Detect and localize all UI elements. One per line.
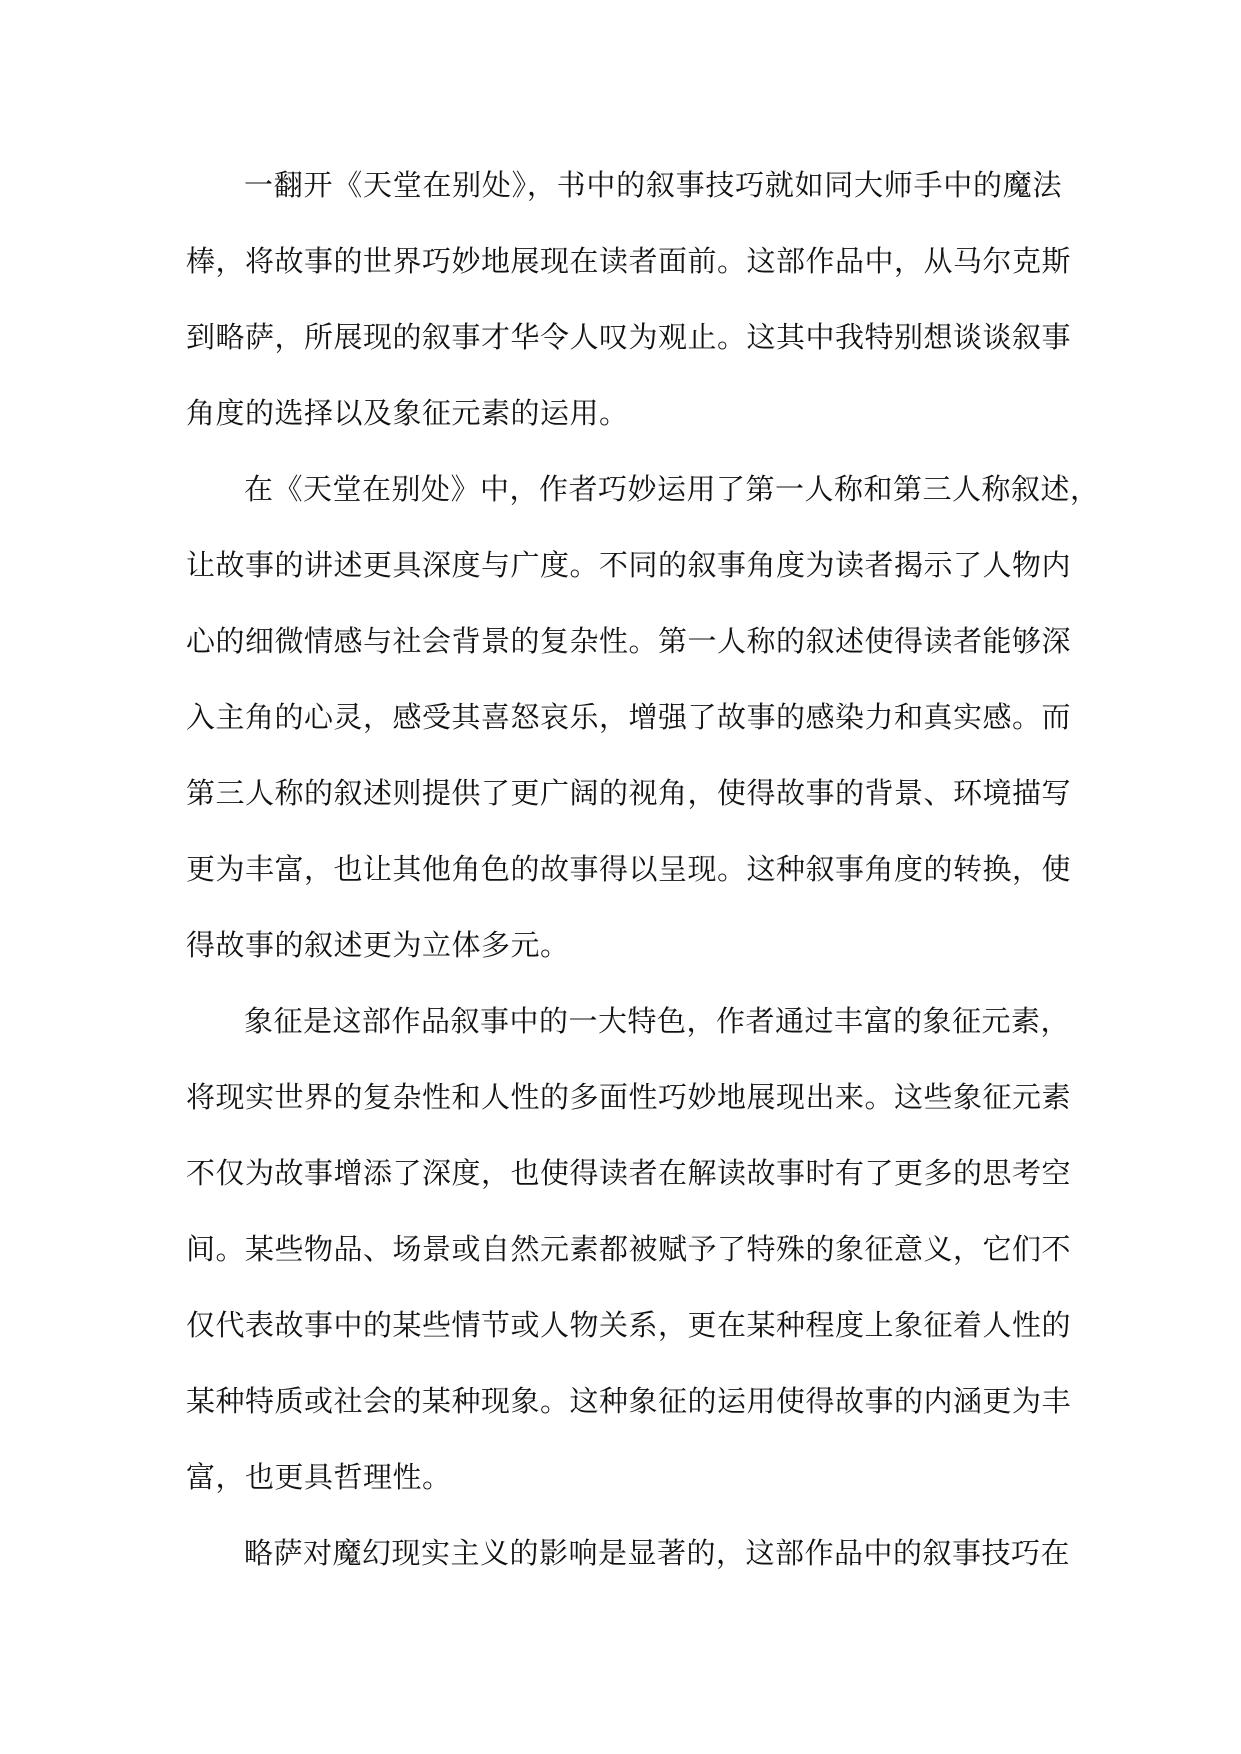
text-line: 在《天堂在别处》中，作者巧妙运用了第一人称和第三人称叙述， [244,472,1100,506]
body-text [186,147,1100,1591]
text-line: 将现实世界的复杂性和人性的多面性巧妙地展现出来。这些象征元素 [186,1080,1072,1114]
paragraph-4 [186,1515,1071,1591]
text-line: 更为丰富，也让其他角色的故事得以呈现。这种叙事角度的转换，使 [186,852,1072,886]
text-line: 某种特质或社会的某种现象。这种象征的运用使得故事的内涵更为丰 [186,1384,1072,1418]
text-line: 心的细微情感与社会背景的复杂性。第一人称的叙述使得读者能够深 [186,624,1072,658]
text-line: 入主角的心灵，感受其喜怒哀乐，增强了故事的感染力和真实感。而 [186,700,1072,734]
text-line: 间。某些物品、场景或自然元素都被赋予了特殊的象征意义，它们不 [186,1232,1072,1266]
text-line: 角度的选择以及象征元素的运用。 [186,396,629,430]
paragraph-1 [186,147,1072,451]
text-line: 仅代表故事中的某些情节或人物关系，更在某种程度上象征着人性的 [186,1308,1072,1342]
text-line: 得故事的叙述更为立体多元。 [186,928,570,962]
text-line: 略萨对魔幻现实主义的影响是显著的，这部作品中的叙事技巧在 [244,1536,1071,1570]
text-line: 第三人称的叙述则提供了更广阔的视角，使得故事的背景、环境描写 [186,776,1072,810]
text-line: 象征是这部作品叙事中的一大特色，作者通过丰富的象征元素， [244,1004,1071,1038]
text-line: 一翻开《天堂在别处》，书中的叙事技巧就如同大师手中的魔法 [244,168,1062,202]
text-line: 不仅为故事增添了深度，也使得读者在解读故事时有了更多的思考空 [186,1156,1072,1190]
text-line: 让故事的讲述更具深度与广度。不同的叙事角度为读者揭示了人物内 [186,548,1072,582]
text-line: 富，也更具哲理性。 [186,1460,452,1494]
paragraph-3 [186,983,1072,1515]
paragraph-2 [186,451,1100,983]
text-line: 棒，将故事的世界巧妙地展现在读者面前。这部作品中，从马尔克斯 [186,244,1072,278]
text-line: 到略萨，所展现的叙事才华令人叹为观止。这其中我特别想谈谈叙事 [186,320,1072,354]
